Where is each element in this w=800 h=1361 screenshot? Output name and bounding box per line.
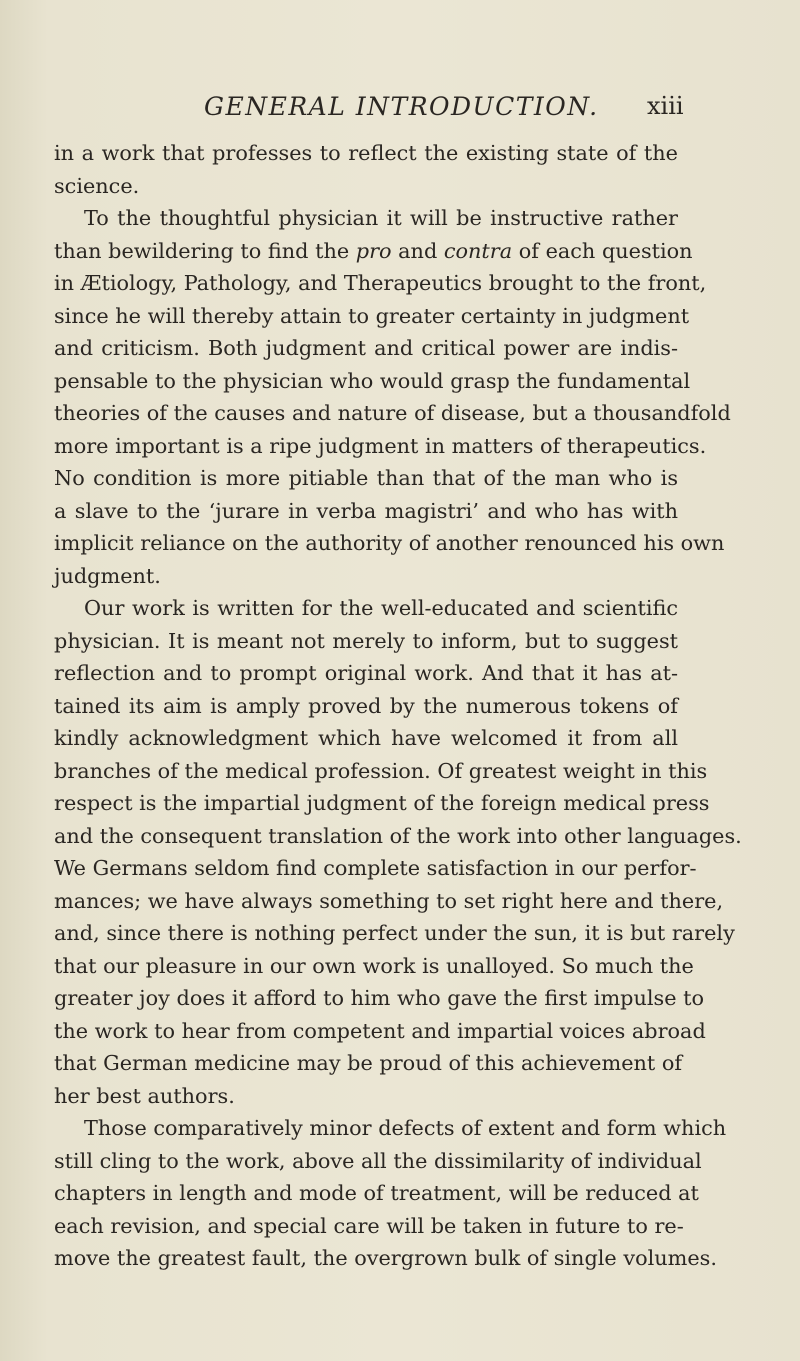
text-line: each revision, and special care will be taken in future to re- xyxy=(54,1213,684,1238)
text-line: the work to hear from competent and impartial voices abroad xyxy=(54,1018,706,1043)
page-number: xiii xyxy=(647,92,684,120)
body-text xyxy=(54,137,742,1275)
text-line: her best authors. xyxy=(54,1083,235,1108)
running-title: GENERAL INTRODUCTION. xyxy=(204,92,599,121)
text-line: science. xyxy=(54,173,140,198)
text-line: We Germans seldom find complete satisfaction in our perfor- xyxy=(54,856,697,880)
text-line: implicit reliance on the authority of another renounced his own xyxy=(54,531,725,555)
text-line: than bewildering to find the pro and contra of each question xyxy=(54,238,693,263)
text-line: theories of the causes and nature of disease, but a thousandfold xyxy=(54,401,731,425)
text-line: tained its aim is amply proved by the numerous tokens of xyxy=(54,693,678,718)
text-line: pensable to the physician who would grasp the fundamental xyxy=(54,368,691,393)
text-line: kindly acknowledgment which have welcomed it from all xyxy=(54,726,678,750)
text-line: and, since there is nothing perfect under the sun, it is but rarely xyxy=(54,921,735,945)
text-line: a slave to the ‘jurare in verba magistri’ and who has with xyxy=(54,498,678,523)
text-line: more important is a ripe judgment in matters of therapeutics. xyxy=(54,433,707,458)
running-header xyxy=(0,92,800,126)
text-line: Those comparatively minor defects of extent and form which xyxy=(84,1116,727,1140)
text-line: and the consequent translation of the work into other languages. xyxy=(54,823,742,848)
text-line: reflection and to prompt original work. And that it has at- xyxy=(54,661,678,685)
text-line: respect is the impartial judgment of the foreign medical press xyxy=(54,791,710,815)
text-line: Our work is written for the well-educated and scientific xyxy=(84,596,678,620)
italic-term: contra xyxy=(443,238,513,263)
text-line: physician. It is meant not merely to inform, but to suggest xyxy=(54,628,678,653)
text-line: greater joy does it afford to him who gave the first impulse to xyxy=(54,986,705,1010)
text-line: mances; we have always something to set right here and there, xyxy=(54,888,724,913)
text-line: still cling to the work, above all the dissimilarity of individual xyxy=(54,1148,702,1173)
text-line: that our pleasure in our own work is unalloyed. So much the xyxy=(54,953,694,978)
text-line: in Ætiology, Pathology, and Therapeutics brought to the front, xyxy=(54,271,707,295)
text-line: since he will thereby attain to greater certainty in judgment xyxy=(54,303,690,328)
text-line: chapters in length and mode of treatment, will be reduced at xyxy=(54,1181,699,1205)
text-line: judgment. xyxy=(54,563,161,588)
text-line: move the greatest fault, the overgrown bulk of single volumes. xyxy=(54,1246,717,1270)
text-line: and criticism. Both judgment and critical power are indis- xyxy=(54,336,678,360)
text-line: that German medicine may be proud of this achievement of xyxy=(54,1051,683,1075)
text-line: To the thoughtful physician it will be instructive rather xyxy=(84,206,678,230)
italic-term: pro xyxy=(355,238,392,263)
text-line: in a work that professes to reflect the existing state of the xyxy=(54,141,678,165)
text-line: No condition is more pitiable than that of the man who is xyxy=(54,466,678,490)
text-line: branches of the medical profession. Of greatest weight in this xyxy=(54,758,708,783)
